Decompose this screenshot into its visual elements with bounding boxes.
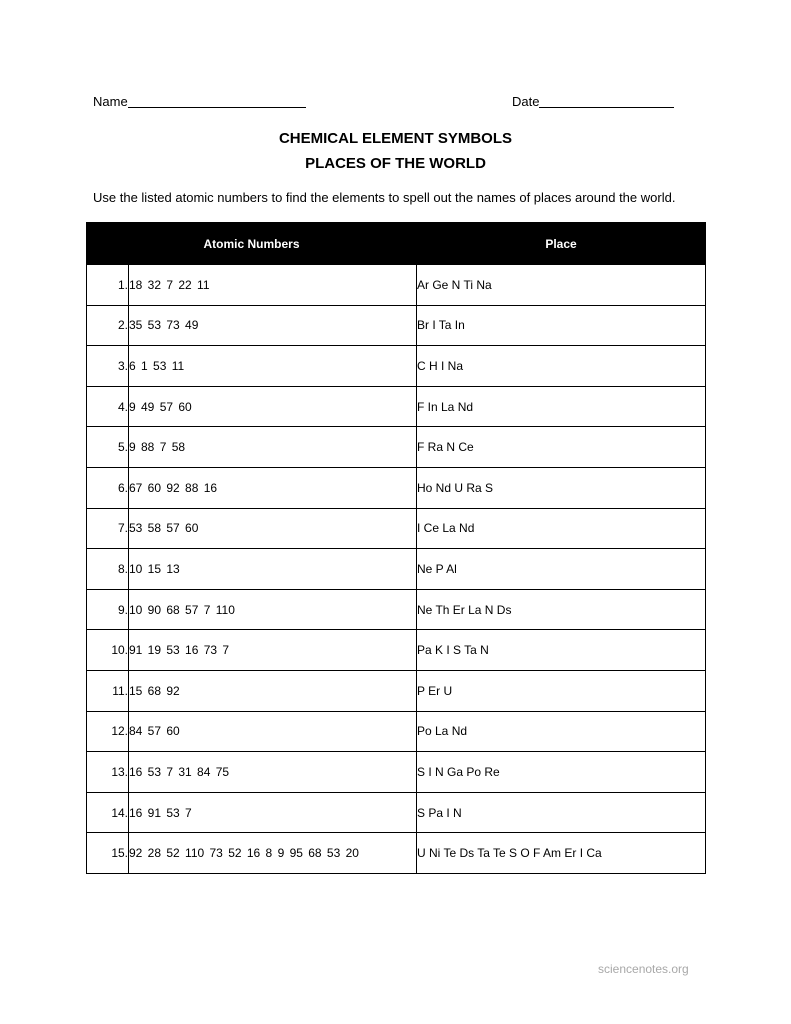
table-row (87, 711, 706, 752)
place-cell[interactable]: S I N Ga Po Re (417, 752, 706, 793)
worksheet-table (86, 222, 706, 874)
place-cell[interactable]: S Pa I N (417, 792, 706, 833)
atomic-numbers-cell: 91 19 53 16 73 7 (129, 630, 417, 671)
atomic-numbers-cell: 6 1 53 11 (129, 346, 417, 387)
table-row (87, 630, 706, 671)
row-number: 14. (87, 792, 129, 833)
table-row (87, 427, 706, 468)
name-label: Name (93, 94, 128, 109)
instructions: Use the listed atomic numbers to find the elements to spell out the names of places around the world. (93, 190, 676, 205)
row-number: 3. (87, 346, 129, 387)
atomic-numbers-cell: 16 53 7 31 84 75 (129, 752, 417, 793)
place-cell[interactable]: I Ce La Nd (417, 508, 706, 549)
table-row (87, 792, 706, 833)
table-row (87, 346, 706, 387)
place-cell[interactable]: F Ra N Ce (417, 427, 706, 468)
row-number: 5. (87, 427, 129, 468)
table-row (87, 305, 706, 346)
atomic-numbers-cell: 9 88 7 58 (129, 427, 417, 468)
table-row (87, 589, 706, 630)
place-header: Place (417, 223, 706, 265)
atomic-numbers-cell: 9 49 57 60 (129, 386, 417, 427)
row-number: 9. (87, 589, 129, 630)
page-title: CHEMICAL ELEMENT SYMBOLS (278, 130, 513, 147)
row-number: 6. (87, 467, 129, 508)
row-number: 8. (87, 549, 129, 590)
table-row (87, 549, 706, 590)
atomic-numbers-cell: 16 91 53 7 (129, 792, 417, 833)
row-number: 12. (87, 711, 129, 752)
atomic-numbers-cell: 53 58 57 60 (129, 508, 417, 549)
place-cell[interactable]: F In La Nd (417, 386, 706, 427)
table-row (87, 508, 706, 549)
table-header-row (87, 223, 706, 265)
place-cell[interactable]: Br I Ta In (417, 305, 706, 346)
atomic-numbers-cell: 35 53 73 49 (129, 305, 417, 346)
place-cell[interactable]: Po La Nd (417, 711, 706, 752)
row-number: 2. (87, 305, 129, 346)
page-subtitle: PLACES OF THE WORLD (305, 155, 486, 172)
date-label: Date (512, 94, 540, 109)
table-row (87, 265, 706, 306)
atomic-numbers-header: Atomic Numbers (87, 223, 417, 265)
date-field[interactable] (512, 94, 674, 109)
atomic-numbers-cell: 67 60 92 88 16 (129, 467, 417, 508)
atomic-numbers-cell: 18 32 7 22 11 (129, 265, 417, 306)
place-cell[interactable]: Ho Nd U Ra S (417, 467, 706, 508)
table-row (87, 752, 706, 793)
table-row (87, 833, 706, 874)
place-cell[interactable]: Ar Ge N Ti Na (417, 265, 706, 306)
date-blank-line[interactable] (539, 94, 674, 108)
row-number: 4. (87, 386, 129, 427)
row-number: 1. (87, 265, 129, 306)
atomic-numbers-cell: 10 15 13 (129, 549, 417, 590)
place-cell[interactable]: C H I Na (417, 346, 706, 387)
atomic-numbers-cell: 92 28 52 110 73 52 16 8 9 95 68 53 20 (129, 833, 417, 874)
place-cell[interactable]: P Er U (417, 670, 706, 711)
name-field[interactable] (93, 94, 306, 109)
atomic-numbers-cell: 84 57 60 (129, 711, 417, 752)
row-number: 11. (87, 670, 129, 711)
table-row (87, 467, 706, 508)
row-number: 10. (87, 630, 129, 671)
table-row (87, 670, 706, 711)
table-row (87, 386, 706, 427)
footer-source: sciencenotes.org (598, 962, 689, 976)
name-blank-line[interactable] (128, 94, 306, 108)
place-cell[interactable]: Ne P Al (417, 549, 706, 590)
row-number: 7. (87, 508, 129, 549)
atomic-numbers-cell: 15 68 92 (129, 670, 417, 711)
place-cell[interactable]: U Ni Te Ds Ta Te S O F Am Er I Ca (417, 833, 706, 874)
place-cell[interactable]: Ne Th Er La N Ds (417, 589, 706, 630)
atomic-numbers-cell: 10 90 68 57 7 110 (129, 589, 417, 630)
row-number: 13. (87, 752, 129, 793)
place-cell[interactable]: Pa K I S Ta N (417, 630, 706, 671)
row-number: 15. (87, 833, 129, 874)
